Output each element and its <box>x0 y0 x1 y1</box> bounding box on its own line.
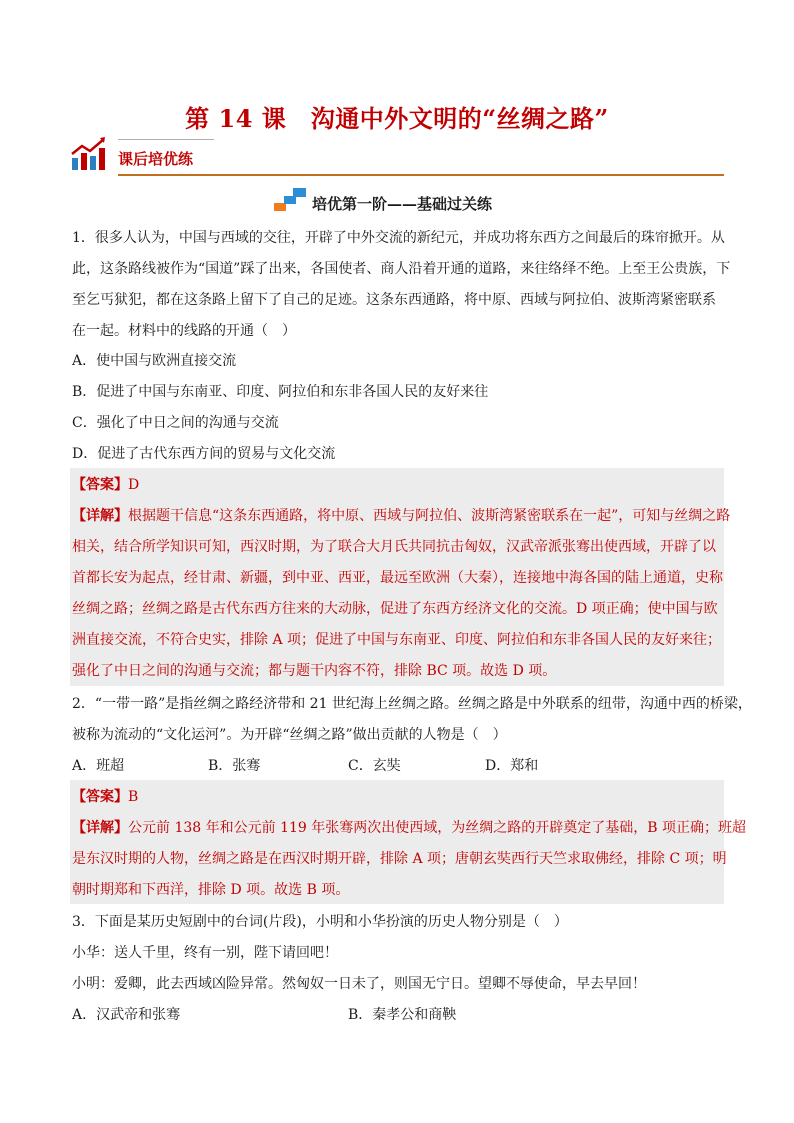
detail-line: 相关，结合所学知识可知，西汉时期，为了联合大月氏共同抗击匈奴，汉武帝派张骞出使西域，开辟了以 <box>72 539 716 555</box>
detail-text: 根据题干信息“这条东西通路，将中原、西域与阿拉伯、波斯湾紧密联系在一起”，可知与丝绸之路 <box>128 508 731 524</box>
banner-rule <box>118 174 724 176</box>
answer-tag: 【答案】 <box>72 477 128 493</box>
stairs-icon <box>274 186 308 212</box>
detail-tag: 【详解】 <box>72 508 128 524</box>
option-d: D．郑和 <box>485 758 539 774</box>
question-text-line: 1．很多人认为，中国与西域的交往，开辟了中外交流的新纪元，并成功将东西方之间最后的珠帘掀开。从 <box>72 230 725 246</box>
dialogue-line: 小明：爱卿，此去西域凶险异常。然匈奴一日未了，则国无宁日。望卿不辱使命，早去早回！ <box>72 976 646 992</box>
detail-line <box>72 506 730 526</box>
option-b: B．促进了中国与东南亚、印度、阿拉伯和东非各国人民的友好来往 <box>72 384 489 400</box>
question-text-line: 至乞丐狱犯，都在这条路上留下了自己的足迹。这条东西通路，将中原、西域与阿拉伯、波斯湾紧密联系 <box>72 292 716 308</box>
option-b: B．张骞 <box>208 758 261 774</box>
answer-value: D <box>128 477 140 493</box>
dialogue-line: 小华：送人千里，终有一别，陛下请回吧！ <box>72 945 338 961</box>
after-class-banner <box>70 136 724 176</box>
detail-line: 洲直接交流，不符合史实，排除 A 项；促进了中国与东南亚、印度、阿拉伯和东非各国人民的友好来往； <box>72 632 722 648</box>
option-c: C．强化了中日之间的沟通与交流 <box>72 415 279 431</box>
answer-line <box>72 787 138 807</box>
options-row <box>72 1005 672 1025</box>
option-a: A．汉武帝和张骞 <box>72 1007 181 1023</box>
question-text-line: 3．下面是某历史短剧中的台词(片段)，小明和小华扮演的历史人物分别是（ ） <box>72 914 568 930</box>
option-d: D．促进了古代东西方间的贸易与文化交流 <box>72 446 336 462</box>
option-a: A．班超 <box>72 758 125 774</box>
question-text-line: 在一起。材料中的线路的开通（ ） <box>72 323 296 339</box>
detail-tag: 【详解】 <box>72 820 128 836</box>
detail-line <box>72 818 746 838</box>
option-c: C．玄奘 <box>348 758 401 774</box>
options-row <box>72 756 672 776</box>
page-title: 第 14 课 沟通中外文明的“丝绸之路” <box>185 104 609 133</box>
section-heading <box>0 186 794 214</box>
answer-value: B <box>128 789 139 805</box>
detail-line: 首都长安为起点，经甘肃、新疆，到中亚、西亚，最远至欧洲（大秦），连接地中海各国的陆上通道，史称 <box>72 570 723 586</box>
answer-line <box>72 475 139 495</box>
answer-box-1 <box>70 468 731 686</box>
detail-line: 朝时期郑和下西洋，排除 D 项。故选 B 项。 <box>72 882 350 898</box>
answer-tag: 【答案】 <box>72 789 128 805</box>
section-label: 培优第一阶——基础过关练 <box>312 195 493 213</box>
detail-line: 是东汉时期的人物，丝绸之路是在西汉时期开辟，排除 A 项；唐朝玄奘西行天竺求取佛经，排除 C 项；明 <box>72 851 727 867</box>
detail-line: 强化了中日之间的沟通与交流；都与题干内容不符，排除 BC 项。故选 D 项。 <box>72 663 557 679</box>
question-text-line: 2．“一带一路”是指丝绸之路经济带和 21 世纪海上丝绸之路。丝绸之路是中外联系的纽带，沟通中西的桥梁， <box>72 696 752 712</box>
answer-box-2 <box>70 780 746 904</box>
detail-line: 丝绸之路；丝绸之路是古代东西方往来的大动脉，促进了东西方经济文化的交流。D 项正确；使中国与欧 <box>72 601 718 617</box>
option-a: A．使中国与欧洲直接交流 <box>72 353 237 369</box>
detail-text: 公元前 138 年和公元前 119 年张骞两次出使西域，为丝绸之路的开辟奠定了基础，B 项正确；班超 <box>128 820 746 836</box>
banner-top-rule <box>118 139 214 140</box>
question-text-line: 此，这条路线被作为“国道”踩了出来，各国使者、商人沿着开通的道路，来往络绎不绝。上至王公贵族，下 <box>72 261 731 277</box>
question-text-line: 被称为流动的“文化运河”。为开辟“丝绸之路”做出贡献的人物是（ ） <box>72 727 507 743</box>
option-b: B．秦孝公和商鞅 <box>348 1007 457 1023</box>
bar-chart-arrow-icon <box>70 136 110 172</box>
banner-label: 课后培优练 <box>118 150 194 168</box>
